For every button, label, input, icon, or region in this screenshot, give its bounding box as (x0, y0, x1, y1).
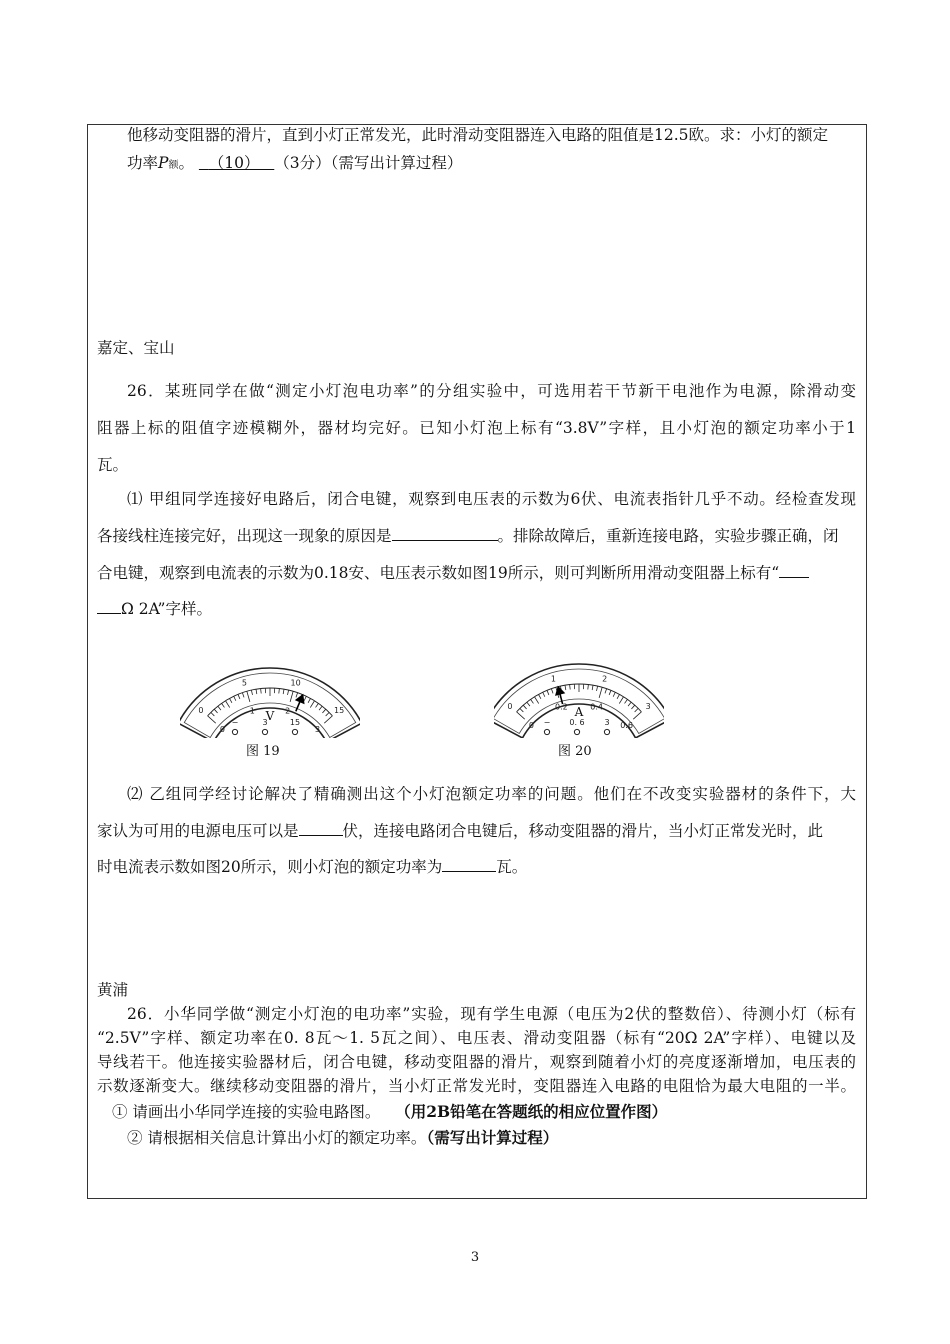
q1-line1: ⑴ 甲组同学连接好电路后，闭合电键，观察到电压表的示数为6伏、电流表指针几乎不动。经检查发现 (127, 490, 856, 508)
section2-p1-line1: 26．某班同学在做“测定小灯泡电功率”的分组实验中，可选用若干节新干电池作为电源，除滑动变 (127, 382, 856, 400)
voltmeter-inner-tick-label: 2 (285, 706, 291, 716)
ammeter-tick-17 (588, 685, 589, 690)
ammeter-tick-2 (523, 705, 526, 709)
region-label-jiading: 嘉定、宝山 (97, 339, 175, 357)
voltmeter-inner-tick-label: 3 (315, 725, 321, 735)
section2-p1-line3: 瓦。 (97, 456, 129, 474)
voltmeter-tick-5 (225, 701, 229, 708)
voltmeter-tick-29 (326, 712, 330, 716)
ammeter-terminal-post (574, 729, 579, 734)
ammeter-tick-20 (599, 687, 602, 698)
ammeter-outer-tick-label: 1 (550, 674, 556, 684)
ammeter-tick-28 (631, 705, 634, 709)
ammeter-tick-29 (635, 708, 639, 712)
ammeter-tick-27 (628, 702, 631, 706)
ammeter-inner-tick-label: 0 (528, 721, 534, 731)
voltmeter-tick-10 (247, 691, 250, 702)
block1-line2-pre: 功率 (127, 154, 159, 172)
voltmeter-tick-25 (310, 701, 314, 708)
voltmeter-tick-0 (208, 716, 216, 723)
section3-q1: ① 请画出小华同学连接的实验电路图。 （用2B铅笔在答题纸的相应位置作图） (112, 1102, 668, 1121)
voltmeter-tick-26 (316, 703, 319, 707)
voltmeter-terminal-post (262, 729, 267, 734)
ammeter-tick-18 (592, 685, 593, 690)
ammeter-tick-3 (527, 702, 530, 706)
voltmeter-unit-label: V (265, 709, 275, 723)
block1-line1: 他移动变阻器的滑片，直到小灯正常发光，此时滑动变阻器连入电路的阻值是12.5欧。求：小灯的额定 (127, 126, 829, 144)
voltmeter-outer-tick-label: 15 (334, 705, 345, 715)
power-symbol: P (158, 154, 169, 172)
voltmeter-tick-19 (288, 690, 289, 695)
voltmeter-tick-3 (218, 706, 221, 710)
voltmeter-tick-17 (279, 689, 280, 694)
ammeter-terminals (536, 717, 656, 739)
ammeter-tick-23 (613, 692, 615, 697)
ammeter-tick-1 (520, 708, 524, 712)
answer-blank-power[interactable] (442, 857, 496, 872)
ammeter-tick-25 (619, 697, 623, 704)
ammeter-tick-12 (565, 685, 566, 690)
voltmeter-tick-7 (234, 696, 236, 701)
section3-line1: 26．小华同学做“测定小灯泡的电功率”实验，现有学生电源（电压为2伏的整数倍）、待测小灯（标有 (127, 1005, 856, 1023)
q2-line3: 时电流表示数如图20所示，则小灯泡的额定功率为 瓦。 (97, 858, 528, 876)
ammeter-tick-22 (609, 690, 611, 695)
voltmeter-tick-6 (230, 698, 232, 702)
voltmeter-terminal-label: 15 (289, 718, 301, 727)
voltmeter-tick-11 (251, 690, 252, 695)
ammeter-inner-tick-label: 0.2 (554, 702, 568, 712)
ammeter-terminal-label: 0. 6 (569, 718, 585, 727)
ammeter-terminal-post (604, 729, 609, 734)
figure-20-caption: 图 20 (558, 744, 592, 759)
ammeter-unit-label: A (574, 705, 584, 719)
answer-blank-resistance-part2[interactable] (97, 599, 121, 614)
ammeter-tick-7 (543, 692, 545, 697)
ammeter-tick-6 (539, 694, 541, 698)
voltmeter-tick-8 (238, 694, 240, 699)
ammeter-inner-tick-label: 0.4 (590, 702, 604, 712)
voltmeter-outer-tick-label: 5 (241, 678, 247, 688)
voltmeter-terminal-post (232, 729, 237, 734)
voltmeter-tick-4 (222, 703, 225, 707)
ammeter-tick-4 (531, 699, 534, 703)
power-subscript: 额 (168, 160, 179, 171)
voltmeter-tick-18 (283, 689, 284, 694)
voltmeter-tick-24 (308, 698, 310, 702)
voltmeter-tick-21 (296, 693, 298, 698)
ammeter-terminal-post (544, 729, 549, 734)
ammeter-tick-21 (605, 689, 607, 694)
answer-blank-10[interactable]: （10） (208, 154, 260, 172)
ammeter-tick-19 (597, 686, 598, 691)
ammeter-tick-9 (551, 689, 553, 694)
block1-line2-dot: 。 (178, 154, 194, 172)
voltmeter-tick-13 (261, 689, 262, 694)
q1-line3: 合电键，观察到电流表的示数为0.18安、电压表示数如图19所示，则可判断所用滑动变阻器上标有“ (97, 563, 809, 583)
ammeter-terminal-label: − (543, 718, 551, 727)
answer-blank-resistance-part1[interactable] (779, 563, 809, 578)
section2-p1-line2: 阻器上标的阻值字迹模糊外，器材均完好。已知小灯泡上标有“3.8V”字样，且小灯泡的额定功率小于1 (97, 419, 856, 437)
voltmeter-terminals (224, 717, 344, 739)
ammeter-inner-tick-label: 0.6 (620, 721, 633, 731)
ammeter-tick-26 (625, 699, 628, 703)
ammeter-terminal-label: 3 (604, 718, 610, 727)
block1-line2-post: （3分）（需写出计算过程） (274, 154, 463, 172)
voltmeter-terminal-label: 3 (262, 718, 268, 727)
q2-line2: 家认为可用的电源电压可以是 伏，连接电路闭合电键后，移动变阻器的滑片，当小灯正常发光时，此 (97, 822, 824, 840)
ammeter-tick-0 (517, 712, 525, 719)
voltmeter-tick-27 (319, 706, 322, 710)
figure-19-caption: 图 19 (246, 744, 280, 759)
ammeter-tick-13 (570, 685, 571, 690)
q1-line4: Ω 2A”字样。 (97, 599, 212, 619)
voltmeter-terminal-label: − (231, 718, 239, 727)
voltmeter-inner-tick-label: 0 (219, 725, 225, 735)
q2-line1: ⑵ 乙组同学经讨论解决了精确测出这个小灯泡额定功率的问题。他们在不改变实验器材的条件下，大 (127, 785, 856, 803)
ammeter-tick-8 (547, 690, 549, 695)
ammeter-tick-5 (534, 697, 538, 704)
answer-blank-voltage[interactable] (299, 821, 343, 836)
ammeter-tick-24 (617, 694, 619, 698)
section3-line2: “2.5V”字样、额定功率在0. 8瓦～1. 5瓦之间）、电压表、滑动变阻器（标有“20Ω 2A”字样）、电键以及 (97, 1029, 856, 1047)
ammeter-outer-tick-label: 2 (602, 674, 608, 684)
block1-line2 (127, 153, 462, 176)
voltmeter-tick-23 (304, 696, 306, 701)
page-number: 3 (470, 1250, 480, 1265)
ammeter-outer-tick-label: 3 (645, 701, 651, 711)
voltmeter-tick-28 (322, 709, 325, 713)
voltmeter-outer-tick-label: 0 (198, 705, 204, 715)
voltmeter-tick-9 (242, 693, 244, 698)
answer-blank-reason[interactable] (392, 526, 498, 541)
q1-line2: 各接线柱连接完好，出现这一现象的原因是 。排除故障后，重新连接电路，实验步骤正确，闭 (97, 527, 839, 545)
voltmeter-tick-2 (214, 709, 217, 713)
section3-line4: 示数逐渐变大。继续移动变阻器的滑片，当小灯正常发光时，变阻器连入电路的电阻恰为最大电阻的一半。 (97, 1077, 856, 1095)
section3-line3: 导线若干。他连接实验器材后，闭合电键，移动变阻器的滑片，观察到随着小灯的亮度逐渐增加，电压表的 (97, 1053, 856, 1071)
voltmeter-tick-1 (211, 712, 215, 716)
voltmeter-terminal-post (292, 729, 297, 734)
section3-q2: ② 请根据相关信息计算出小灯的额定功率。（需写出计算过程） (127, 1128, 559, 1147)
region-label-huangpu: 黄浦 (97, 981, 129, 999)
voltmeter-inner-tick-label: 1 (249, 706, 255, 716)
ammeter-outer-tick-label: 0 (507, 701, 513, 711)
voltmeter-tick-12 (256, 689, 257, 694)
voltmeter-tick-20 (290, 691, 293, 702)
voltmeter-outer-tick-label: 10 (290, 678, 301, 688)
